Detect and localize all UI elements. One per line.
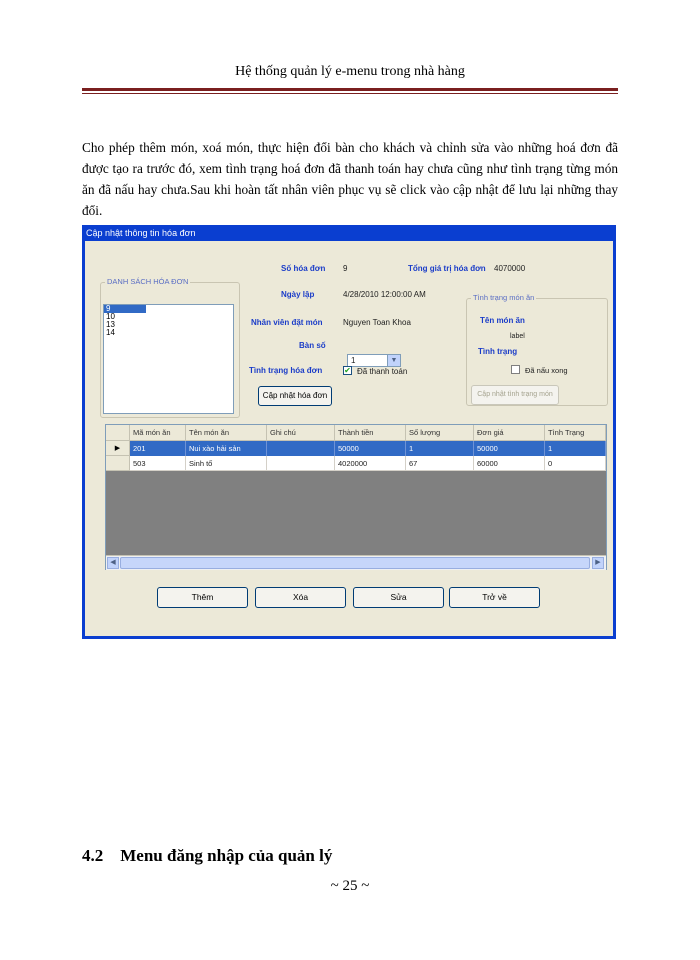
horizontal-scrollbar[interactable]: [106, 555, 606, 570]
scrollbar-thumb[interactable]: [120, 557, 590, 569]
table-cell[interactable]: 4020000: [335, 456, 406, 471]
paid-checkbox[interactable]: ✔: [344, 366, 351, 375]
header-rule-thick: [82, 88, 618, 91]
document-header: Hệ thống quản lý e-menu trong nhà hàng: [235, 64, 465, 79]
invoice-no-label: Số hóa đơn: [281, 264, 326, 273]
delete-button[interactable]: Xóa: [255, 587, 346, 608]
date-value: 4/28/2010 12:00:00 AM: [343, 290, 426, 299]
column-header[interactable]: Ghi chú: [267, 425, 335, 441]
dish-name-value: label: [510, 333, 525, 340]
cooked-checkbox[interactable]: [511, 365, 520, 374]
list-item[interactable]: 10: [106, 312, 115, 321]
column-header[interactable]: Số lượng: [406, 425, 474, 441]
table-cell[interactable]: 1: [545, 441, 606, 456]
update-dish-status-button[interactable]: Cập nhật tình trạng món: [471, 385, 559, 405]
section-heading: 4.2 Menu đăng nhập của quản lý: [82, 846, 333, 865]
table-cell[interactable]: 1: [406, 441, 474, 456]
staff-label: Nhân viên đặt món: [251, 318, 323, 327]
order-items-grid[interactable]: [105, 424, 607, 570]
table-cell[interactable]: Sinh tố: [186, 456, 267, 471]
column-header[interactable]: Thành tiền: [335, 425, 406, 441]
invoice-list-title: DANH SÁCH HÓA ĐƠN: [107, 277, 189, 286]
total-label: Tổng giá trị hóa đơn: [408, 264, 486, 273]
table-select-value: 1: [351, 356, 356, 365]
list-item[interactable]: 14: [106, 328, 115, 337]
column-header[interactable]: Tình Trạng: [545, 425, 606, 441]
table-cell[interactable]: 503: [130, 456, 186, 471]
table-label: Bàn số: [299, 341, 326, 350]
staff-value: Nguyen Toan Khoa: [343, 318, 411, 327]
list-item[interactable]: 9: [104, 305, 146, 313]
grid-corner: [106, 425, 130, 441]
dish-name-label: Tên món ăn: [480, 316, 525, 325]
list-item[interactable]: 13: [106, 320, 115, 329]
table-cell[interactable]: [267, 456, 335, 471]
paid-label: Đã thanh toán: [357, 367, 408, 376]
invoice-no-value: 9: [343, 264, 348, 273]
table-row[interactable]: [106, 456, 606, 471]
row-selector-icon[interactable]: ▶: [106, 441, 130, 456]
table-cell[interactable]: 67: [406, 456, 474, 471]
total-value: 4070000: [494, 264, 526, 273]
table-select[interactable]: [347, 354, 401, 367]
table-cell[interactable]: 201: [130, 441, 186, 456]
cooked-label: Đã nấu xong: [525, 366, 568, 375]
chevron-down-icon[interactable]: ▼: [387, 355, 400, 366]
edit-button[interactable]: Sửa: [353, 587, 444, 608]
scroll-left-icon[interactable]: ◀: [107, 557, 119, 569]
dish-status-label: Tình trạng: [478, 347, 518, 356]
intro-paragraph: Cho phép thêm món, xoá món, thực hiện đổi bàn cho khách và chỉnh sửa vào những hoá đơn đã được tạo ra trước đó, xem tình trạng hoá đơn đã thanh toán hay chưa cũng như tình trạng từng món ăn đã nấu hay chưa.Sau khi hoàn tất nhân viên phục vụ sẽ click vào cập nhật để lưu lại những thay đổi.: [82, 140, 618, 218]
add-button[interactable]: Thêm: [157, 587, 248, 608]
back-button[interactable]: Trở về: [449, 587, 540, 608]
table-cell[interactable]: 50000: [474, 441, 545, 456]
table-row[interactable]: [106, 441, 606, 456]
invoice-status-label: Tình trạng hóa đơn: [249, 366, 323, 375]
row-header[interactable]: [106, 456, 130, 471]
table-cell[interactable]: Nui xào hải sản: [186, 441, 267, 456]
column-header[interactable]: Mã món ăn: [130, 425, 186, 441]
table-cell[interactable]: 0: [545, 456, 606, 471]
update-invoice-button[interactable]: Cập nhật hóa đơn: [258, 386, 332, 406]
page-number: ~ 25 ~: [330, 878, 370, 894]
table-cell[interactable]: 50000: [335, 441, 406, 456]
column-header[interactable]: Tên món ăn: [186, 425, 267, 441]
date-label: Ngày lập: [281, 290, 315, 299]
scroll-right-icon[interactable]: ▶: [592, 557, 604, 569]
invoice-listbox[interactable]: [103, 304, 234, 414]
header-rule-thin: [82, 93, 618, 94]
table-cell[interactable]: 60000: [474, 456, 545, 471]
table-cell[interactable]: [267, 441, 335, 456]
window-client-area: [85, 241, 613, 636]
update-invoice-window: [82, 225, 616, 639]
dish-status-title: Tình trạng món ăn: [473, 293, 535, 302]
column-header[interactable]: Đơn giá: [474, 425, 545, 441]
window-title: Cập nhật thông tin hóa đơn: [86, 228, 196, 238]
